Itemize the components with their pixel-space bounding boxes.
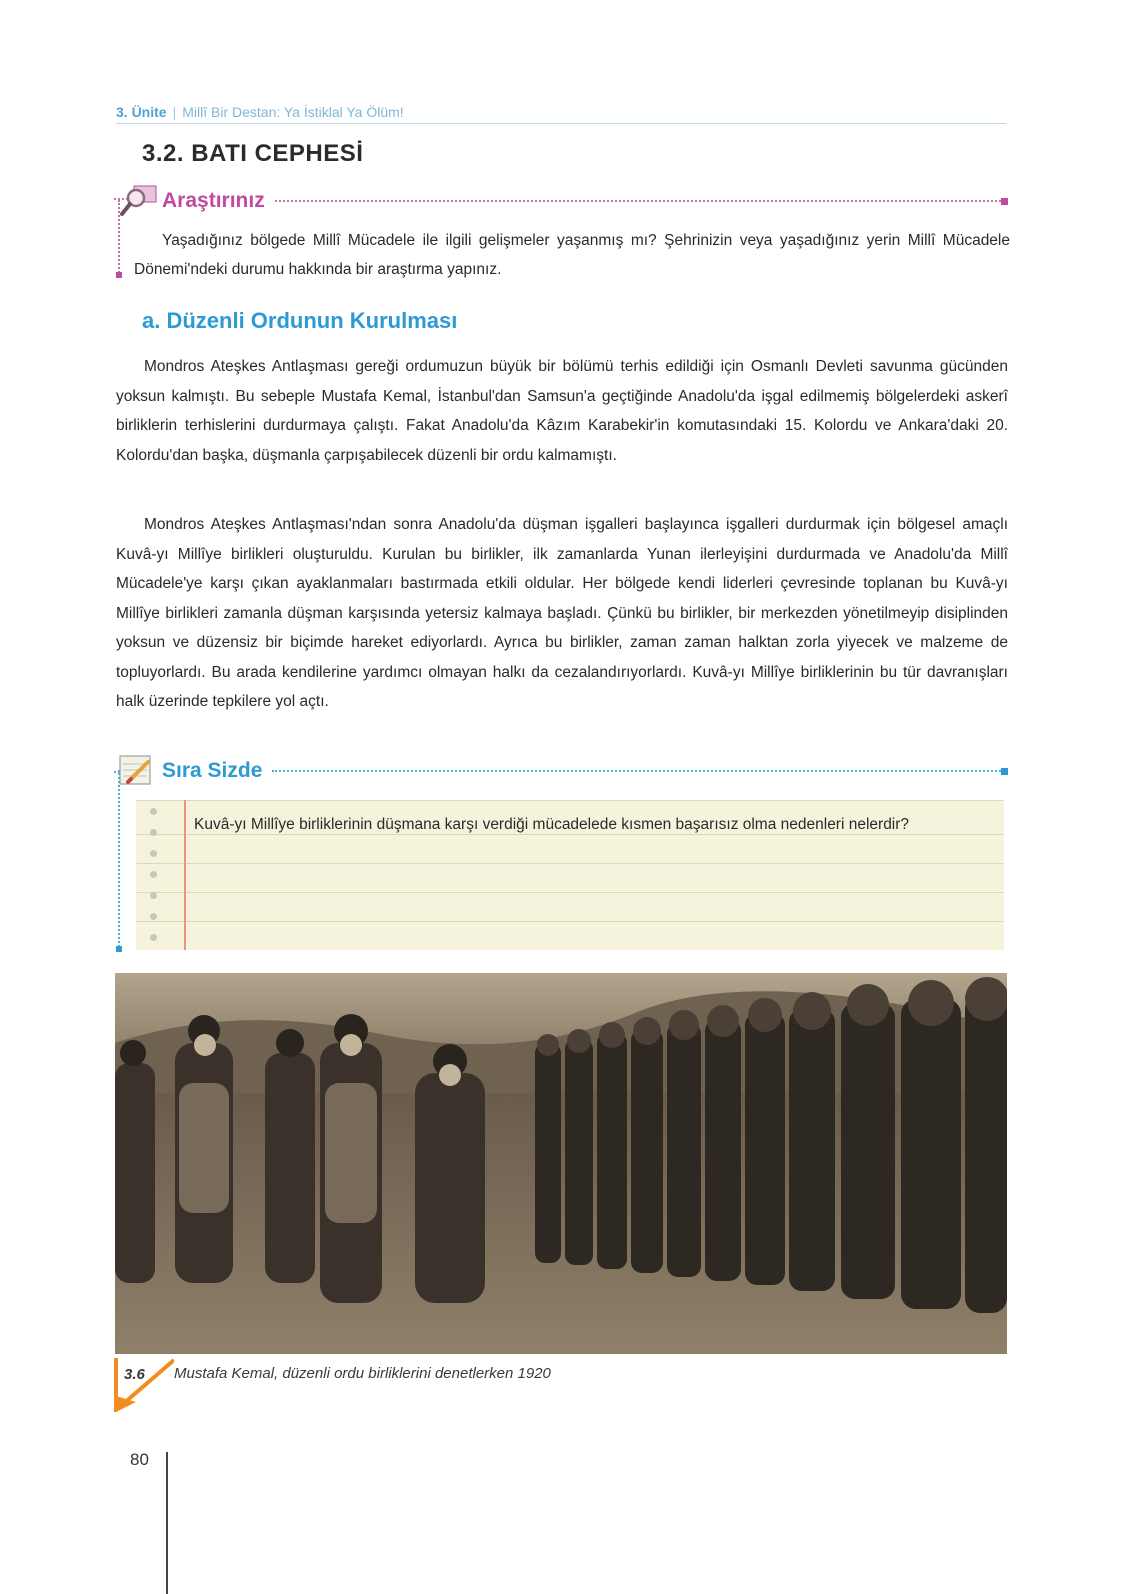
section-title: 3.2. BATI CEPHESİ bbox=[142, 140, 364, 167]
page-number: 80 bbox=[130, 1450, 149, 1469]
paragraph-text: Mondros Ateşkes Antlaşması gereği ordumuzun büyük bir bölümü terhis edildiği için Osmanlı Devleti savunma gücünden yoksun kalmıştı. Bu sebeple Mustafa Kemal, İstanbul'dan Samsun'a geçtiğinde Anadolu'da işgal edilmemiş bölgelerdeki askerî birliklerin terhislerini durdurmaya çalıştı. Fakat Anadolu'da Kâzım Karabekir'in komutasındaki 15. Kolordu ve Ankara'daki 20. Kolordu'dan başka, düşmanla çarpışabilecek düzenli bir ordu kalmamıştı. bbox=[116, 358, 1008, 464]
figure-caption-text: Mustafa Kemal, düzenli ordu birliklerini denetlerken 1920 bbox=[174, 1365, 551, 1382]
notepad-pencil-icon bbox=[118, 754, 158, 788]
binder-hole bbox=[150, 892, 157, 899]
research-box-body: Yaşadığınız bölgede Millî Mücadele ile ilgili gelişmeler yaşanmış mı? Şehrinizin veya yaşadığınız yerin Millî Mücadele Dönemi'ndeki durumu hakkında bir araştırma yapınız. bbox=[134, 232, 1010, 278]
turn-box-question: Kuvâ-yı Millîye birliklerinin düşmana karşı verdiği mücadelede kısmen başarısız olma nedenleri nelerdir? bbox=[194, 816, 910, 833]
figure-number-badge bbox=[114, 1356, 174, 1412]
research-box-dotted-line bbox=[275, 200, 1001, 202]
figure-caption bbox=[114, 1356, 814, 1412]
binder-hole bbox=[150, 871, 157, 878]
turn-box-header bbox=[118, 756, 1008, 786]
unit-label: 3. Ünite bbox=[116, 104, 167, 120]
paragraph-text: Mondros Ateşkes Antlaşması'ndan sonra Anadolu'da düşman işgalleri başlayınca işgalleri durdurmak için bölgesel amaçlı Kuvâ-yı Millîye birlikleri oluşturuldu. Kurulan bu birlikler, ilk zamanlarda Yunan ilerleyişini durdurmada ve Anadolu'da Millî Mücadele'ye karşı çıkan ayaklanmaları bastırmada etkili oldular. Her bölgede kendi liderleri çevresinde toplanan bu Kuvâ-yı Millîye birlikleri zamanla düşman karşısında yetersiz kalmaya başladı. Çünkü bu birlikler, bir merkezden yönetilmeyip disiplinden yoksun ve düzensiz bir biçimde hareket ediyorlardı. Ayrıca bu birlikler, zaman zaman halktan zorla yiyecek ve malzeme de topluyorlardı. Bu arada kendilerine yardımcı olmayan halkı da cezalandırıyorlardı. Kuvâ-yı Millîye birliklerinin bu tür davranışları halk üzerinde tepkilere yol açtı. bbox=[116, 516, 1008, 710]
turn-box-dotted-line bbox=[272, 770, 1001, 772]
notebook-answer-area[interactable] bbox=[136, 800, 1004, 950]
research-box-header bbox=[118, 186, 1008, 216]
header-separator: | bbox=[172, 104, 177, 120]
subsection-title: a. Düzenli Ordunun Kurulması bbox=[142, 308, 458, 333]
unit-title: Millî Bir Destan: Ya İstiklal Ya Ölüm! bbox=[182, 104, 404, 120]
turn-box-end-marker bbox=[1001, 768, 1008, 775]
binder-hole bbox=[150, 934, 157, 941]
turn-box-label: Sıra Sizde bbox=[162, 759, 263, 782]
running-header bbox=[116, 104, 1006, 124]
research-box-text bbox=[134, 226, 1010, 284]
paragraph-1 bbox=[116, 352, 1008, 470]
page-number-rule bbox=[166, 1452, 168, 1594]
research-box-side-line bbox=[118, 200, 120, 276]
figure-number: 3.6 bbox=[124, 1366, 145, 1383]
binder-hole bbox=[150, 850, 157, 857]
research-box-side-marker bbox=[116, 272, 122, 278]
research-box-label: Araştırınız bbox=[162, 189, 265, 212]
binder-hole bbox=[150, 829, 157, 836]
historical-photo bbox=[115, 973, 1007, 1354]
research-box-end-marker bbox=[1001, 198, 1008, 205]
magnifier-icon bbox=[118, 184, 158, 218]
turn-box-side-line bbox=[118, 770, 120, 950]
paragraph-2 bbox=[116, 510, 1008, 717]
binder-hole bbox=[150, 913, 157, 920]
notebook-margin-line bbox=[184, 800, 186, 950]
binder-hole bbox=[150, 808, 157, 815]
turn-box-side-marker bbox=[116, 946, 122, 952]
